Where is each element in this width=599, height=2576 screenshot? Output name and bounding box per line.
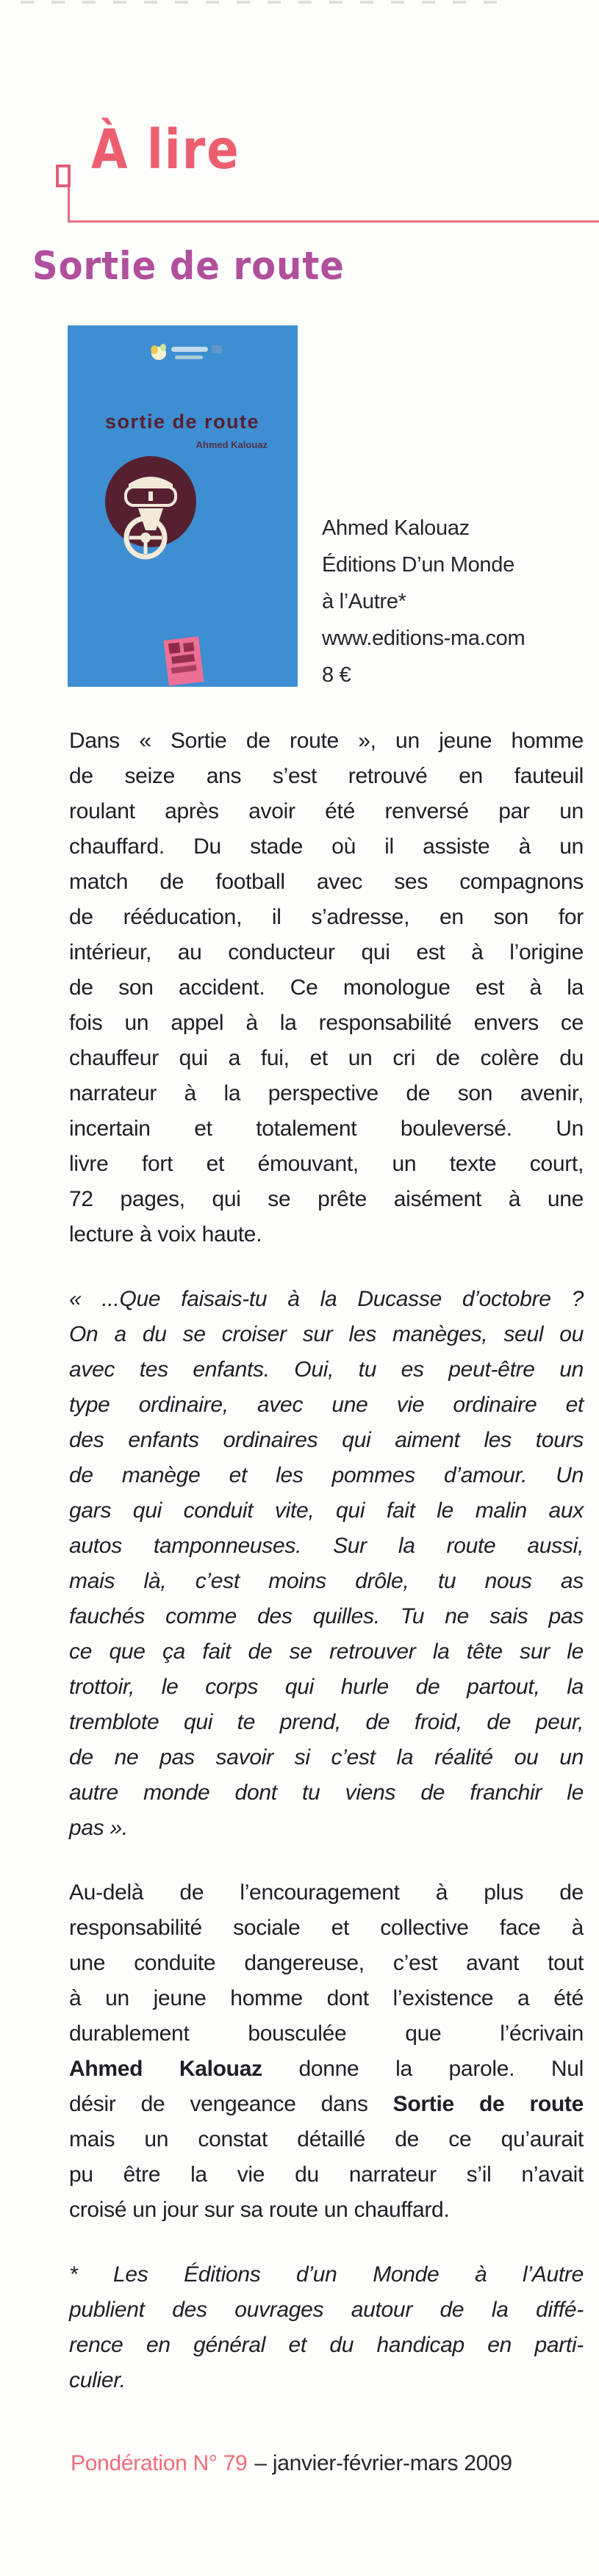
text-line: Ahmed Kalouaz donne la parole. Nul <box>69 2057 584 2081</box>
text-line: livre fort et émouvant, un texte court, <box>69 1152 584 1176</box>
review-paragraph-2 <box>69 1875 584 2228</box>
book-publisher-line2: à l’Autre* <box>322 590 406 613</box>
text-line: autre monde dont tu viens de franchir le <box>69 1781 584 1805</box>
text-line: fois un appel à la responsabilité envers ce <box>69 1011 584 1035</box>
text-line: durablement bousculée que l’écrivain <box>69 2021 584 2046</box>
text-line: lecture à voix haute. <box>69 1222 262 1246</box>
text-line: croisé un jour sur sa route un chauffard. <box>69 2198 450 2222</box>
publisher-website: www.editions-ma.com <box>322 627 526 650</box>
text-line: chauffeur qui a fui, et un cri de colère du <box>69 1046 584 1070</box>
text-line: de rééducation, il s’adresse, en son for <box>69 905 584 929</box>
text-line: narrateur à la perspective de son avenir, <box>69 1081 584 1105</box>
book-cover-image <box>68 325 298 687</box>
cover-face-illustration <box>105 456 196 547</box>
text-line: publient des ouvrages autour de la diffé- <box>69 2298 584 2322</box>
text-line: une conduite dangereuse, c’est avant tout <box>69 1951 584 1975</box>
text-line: 72 pages, qui se prête aisément à une <box>69 1187 584 1211</box>
publisher-footnote <box>69 2257 584 2398</box>
book-excerpt-quote <box>69 1282 584 1846</box>
text-line: intérieur, au conducteur qui est à l’origine <box>69 940 584 964</box>
page-footer <box>71 2450 592 2477</box>
text-line: pu être la vie du narrateur s’il n’avait <box>69 2162 584 2187</box>
book-info <box>322 510 594 693</box>
text-line: mais un constat détaillé de ce qu’aurait <box>69 2127 584 2151</box>
text-line: fauchés comme des quilles. Tu ne sais pas <box>69 1604 584 1628</box>
text-line: pas ». <box>69 1816 128 1840</box>
article-body <box>69 724 584 2398</box>
review-paragraph-1 <box>69 724 584 1252</box>
scan-artifact <box>21 1 498 4</box>
text-line: de manège et les pommes d’amour. Un <box>69 1463 584 1487</box>
issue-date: – janvier-février-mars 2009 <box>254 2451 512 2475</box>
text-line: à un jeune homme dont l’existence a été <box>69 1986 584 2010</box>
section-title: À lire <box>91 119 240 182</box>
text-line: avec tes enfants. Oui, tu es peut-être un <box>69 1357 584 1382</box>
text-line: chauffard. Du stade où il assiste à un <box>69 834 584 859</box>
text-line: désir de vengeance dans Sortie de route <box>69 2092 584 2116</box>
text-line: rence en général et du handicap en parti- <box>69 2333 584 2357</box>
text-line: des enfants ordinaires qui aiment les tours <box>69 1428 584 1452</box>
journal-issue: Pondération N° 79 <box>71 2451 248 2475</box>
text-line: de son accident. Ce monologue est à la <box>69 975 584 1000</box>
cover-publisher-stamp <box>163 636 204 685</box>
text-line: * Les Éditions d’un Monde à l’Autre <box>69 2262 584 2287</box>
cover-title: sortie de route <box>104 411 260 433</box>
text-line: type ordinaire, avec une vie ordinaire et <box>69 1393 584 1417</box>
text-line: incertain et totalement bouleversé. Un <box>69 1116 584 1141</box>
article-title: Sortie de route <box>32 243 345 289</box>
text-line: responsabilité sociale et collective face à <box>69 1916 584 1940</box>
text-line: Dans « Sortie de route », un jeune homme <box>69 729 584 753</box>
section-rule <box>68 220 599 223</box>
text-line: match de football avec ses compagnons <box>69 870 584 894</box>
book-publisher-line1: Éditions D’un Monde <box>322 553 514 577</box>
cover-author: Ahmed Kalouaz <box>196 439 268 450</box>
text-line: ce que ça fait de se retrouver la tête sur le <box>69 1639 584 1664</box>
text-line: de ne pas savoir si c’est la réalité ou un <box>69 1745 584 1769</box>
text-line: On a du se croiser sur les manèges, seul ou <box>69 1322 584 1346</box>
book-author: Ahmed Kalouaz <box>322 516 470 540</box>
text-line: « ...Que faisais-tu à la Ducasse d’octobre ? <box>69 1287 584 1311</box>
section-bullet-square-icon <box>56 165 71 187</box>
text-line: roulant après avoir été renversé par un <box>69 799 584 823</box>
book-price: 8 € <box>322 663 351 687</box>
book-cover-art <box>68 325 298 687</box>
text-line: Au-delà de l’encouragement à plus de <box>69 1880 584 1905</box>
text-line: tremblote qui te prend, de froid, de peur, <box>69 1710 584 1734</box>
text-line: autos tamponneuses. Sur la route aussi, <box>69 1534 584 1558</box>
section-connector-line <box>68 187 70 222</box>
text-line: trottoir, le corps qui hurle de partout, la <box>69 1675 584 1699</box>
text-line: gars qui conduit vite, qui fait le malin aux <box>69 1498 584 1523</box>
text-line: culier. <box>69 2368 126 2392</box>
text-line: de seize ans s’est retrouvé en fauteuil <box>69 764 584 788</box>
text-line: mais là, c’est moins drôle, tu nous as <box>69 1569 584 1593</box>
